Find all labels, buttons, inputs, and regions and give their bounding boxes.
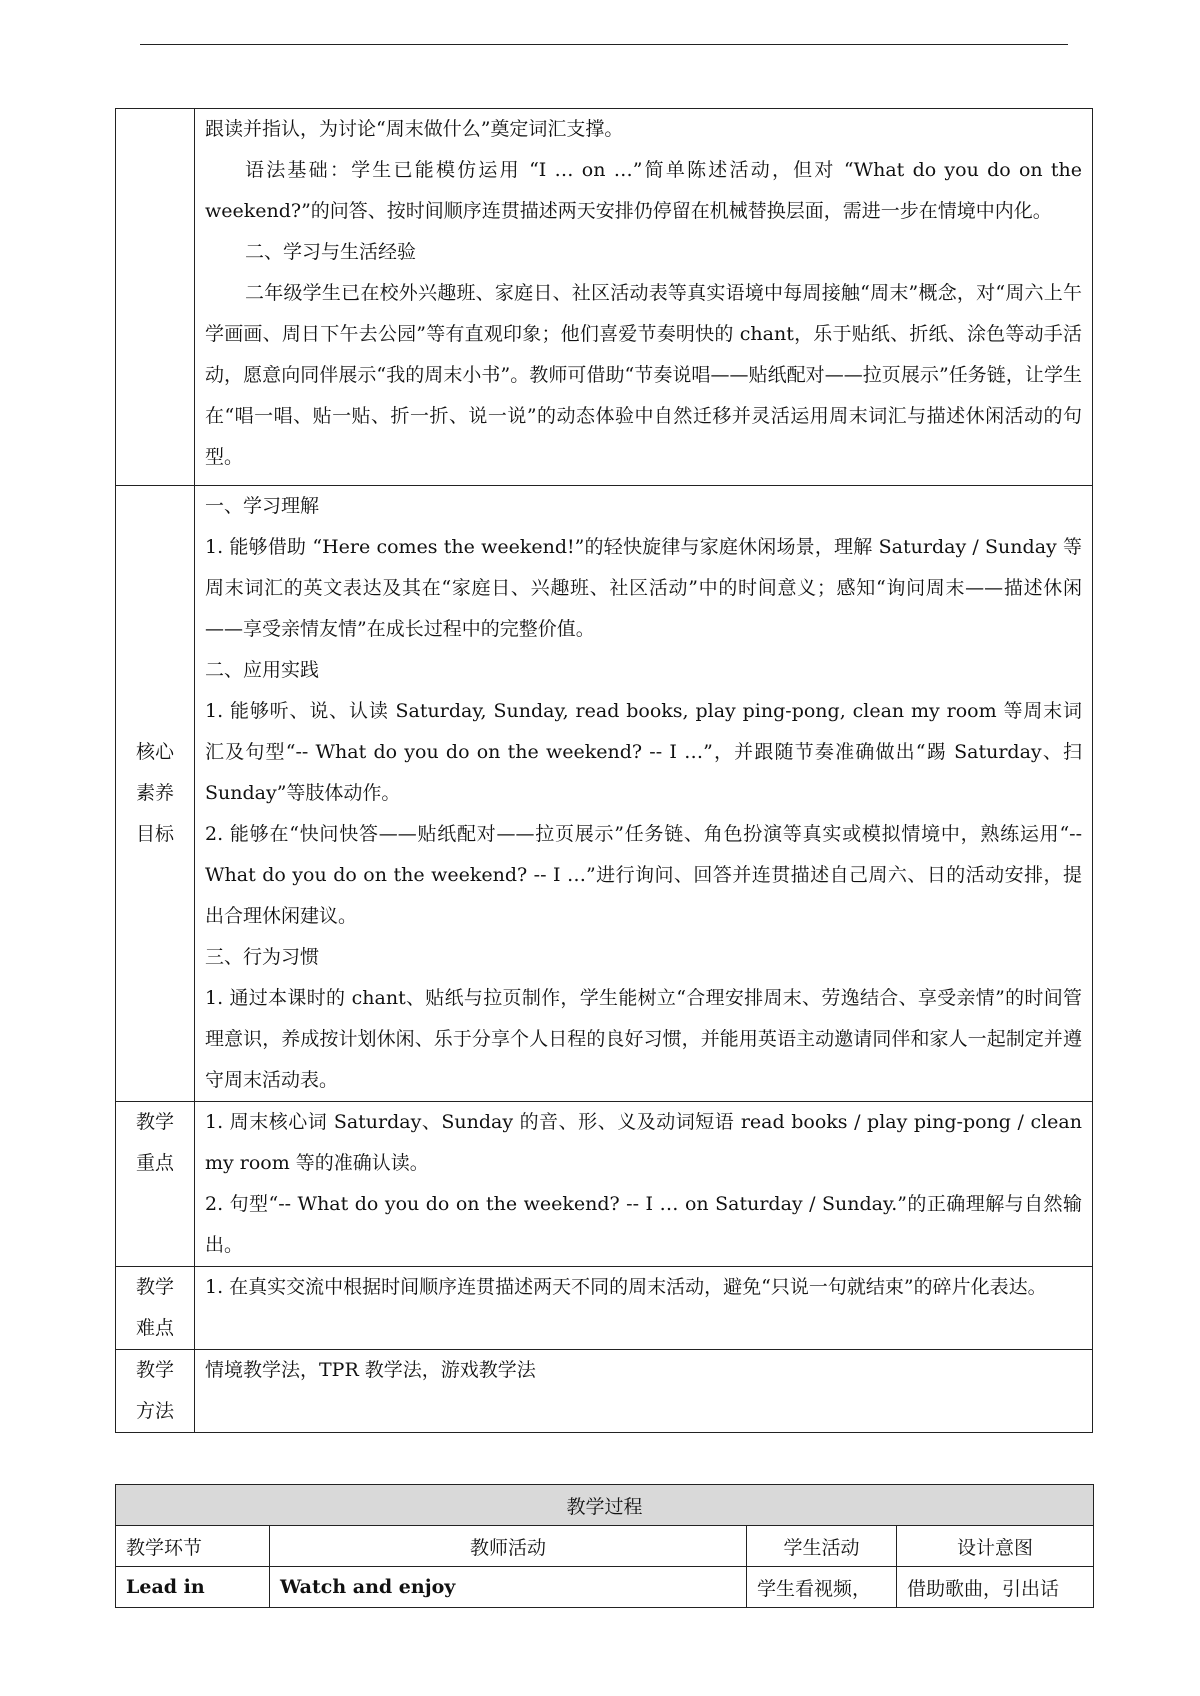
row-content [195, 1267, 1093, 1350]
row-content [195, 486, 1093, 1102]
table-row [116, 1350, 1093, 1433]
row-label: 教学重点 [116, 1102, 195, 1267]
table-row [116, 1267, 1093, 1350]
paragraph: 1. 通过本课时的 chant、贴纸与拉页制作，学生能树立“合理安排周末、劳逸结合、享受亲情”的时间管理意识，养成按计划休闲、乐于分享个人日程的良好习惯，并能用英语主动邀请同伴和家人一起制定并遵守周末活动表。 [205, 987, 1082, 1091]
paragraph: 1. 能够听、说、认读 Saturday, Sunday, read books, play ping-pong, clean my room 等周末词汇及句型“-- What do you do on the weekend? -- I …”，并跟随节奏准确做出“踢 Saturday、扫 Sunday”等肢体动作。 [205, 700, 1082, 804]
paragraph: 1. 周末核心词 Saturday、Sunday 的音、形、义及动词短语 read books / play ping-pong / clean my room 等的准确认读。 [205, 1111, 1082, 1174]
column-header: 教学环节 [116, 1526, 270, 1567]
row-content [195, 1102, 1093, 1267]
table-row [116, 486, 1093, 1102]
paragraph: 二年级学生已在校外兴趣班、家庭日、社区活动表等真实语境中每周接触“周末”概念，对“周六上午学画画、周日下午去公园”等有直观印象；他们喜爱节奏明快的 chant，乐于贴纸、折纸、涂色等动手活动，愿意向同伴展示“我的周末小书”。教师可借助“节奏说唱——贴纸配对——拉页展示”任务链，让学生在“唱一唱、贴一贴、折一折、说一说”的动态体验中自然迁移并灵活运用周末词汇与描述休闲活动的句型。 [205, 282, 1082, 468]
table-cell: Watch and enjoy [270, 1567, 747, 1608]
column-header: 设计意图 [897, 1526, 1094, 1567]
row-label: 教学方法 [116, 1350, 195, 1433]
paragraph: 1. 在真实交流中根据时间顺序连贯描述两天不同的周末活动，避免“只说一句就结束”的碎片化表达。 [205, 1276, 1047, 1298]
paragraph: 2. 句型“-- What do you do on the weekend? -- I … on Saturday / Sunday.”的正确理解与自然输出。 [205, 1193, 1082, 1256]
table-header-row [116, 1526, 1094, 1567]
table-row [116, 1567, 1094, 1608]
row-label [116, 109, 195, 486]
row-content [195, 109, 1093, 486]
paragraph: 2. 能够在“快问快答——贴纸配对——拉页展示”任务链、角色扮演等真实或模拟情境中，熟练运用“-- What do you do on the weekend? -- I …”进行询问、回答并连贯描述自己周六、日的活动安排，提出合理休闲建议。 [205, 823, 1082, 927]
column-header: 教师活动 [270, 1526, 747, 1567]
row-label: 核心素养目标 [116, 486, 195, 1102]
table-row [116, 1485, 1094, 1526]
process-title: 教学过程 [116, 1485, 1094, 1526]
paragraph: 语法基础：学生已能模仿运用 “I … on …”简单陈述活动，但对 “What do you do on the weekend?”的问答、按时间顺序连贯描述两天安排仍停留在机械替换层面，需进一步在情境中内化。 [205, 159, 1082, 222]
table-row [116, 1102, 1093, 1267]
paragraph: 情境教学法，TPR 教学法，游戏教学法 [205, 1359, 536, 1381]
section-heading: 二、应用实践 [205, 659, 320, 681]
section-heading: 三、行为习惯 [205, 946, 320, 968]
paragraph: 跟读并指认，为讨论“周末做什么”奠定词汇支撑。 [205, 118, 624, 140]
section-heading: 一、学习理解 [205, 495, 320, 517]
table-cell: Lead in [116, 1567, 270, 1608]
section-heading: 二、学习与生活经验 [245, 241, 417, 263]
header-rule [140, 44, 1068, 45]
teaching-process-table [115, 1484, 1094, 1608]
row-content [195, 1350, 1093, 1433]
paragraph: 1. 能够借助 “Here comes the weekend!”的轻快旋律与家庭休闲场景，理解 Saturday / Sunday 等周末词汇的英文表达及其在“家庭日、兴趣班、社区活动”中的时间意义；感知“询问周末——描述休闲——享受亲情友情”在成长过程中的完整价值。 [205, 536, 1082, 640]
table-cell: 借助歌曲，引出话 [897, 1567, 1094, 1608]
table-cell: 学生看视频， [747, 1567, 897, 1608]
column-header: 学生活动 [747, 1526, 897, 1567]
table-row [116, 109, 1093, 486]
lesson-plan-table [115, 108, 1093, 1433]
row-label: 教学难点 [116, 1267, 195, 1350]
